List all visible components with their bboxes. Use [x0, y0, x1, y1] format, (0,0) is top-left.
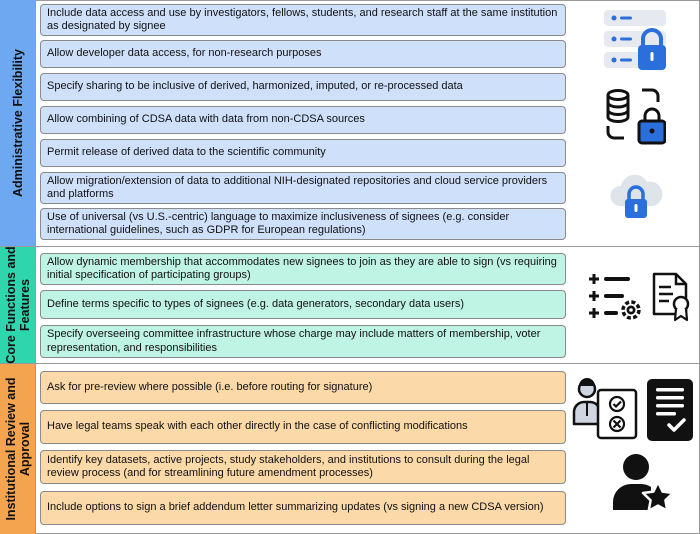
item-box: Allow dynamic membership that accommodates new signees to join as they are able to sign (vs requiring initial specification of participating groups) [40, 253, 566, 285]
item-box: Specify overseeing committee infrastructure whose charge may include matters of membership, voter representation, and responsibilities [40, 325, 566, 358]
item-box: Allow migration/extension of data to additional NIH-designated repositories and cloud service providers and platforms [40, 172, 566, 204]
item-box: Have legal teams speak with each other directly in the case of conflicting modifications [40, 410, 566, 444]
item-box: Ask for pre-review where possible (i.e. before routing for signature) [40, 371, 566, 404]
user-star-icon [612, 452, 676, 514]
section-label: Institutional Review and Approval [3, 377, 32, 521]
item-box: Use of universal (vs U.S.-centric) language to maximize inclusiveness of signees (e.g. consider international guidelines, such as GDPR for European regulations) [40, 208, 566, 240]
item-box: Allow combining of CDSA data with data from non-CDSA sources [40, 106, 566, 134]
section-label: Administrative Flexibility [10, 49, 25, 197]
section-label-bar [0, 247, 36, 363]
section-administrative-flexibility [0, 0, 700, 247]
item-box: Include data access and use by investigators, fellows, students, and research staff at the same institution as designated by signee [40, 4, 566, 36]
section-label-bar [0, 364, 36, 534]
section-core-functions [0, 247, 700, 364]
section-institutional-review [0, 364, 700, 534]
section-label: Core Functions and Features [3, 246, 32, 364]
item-box: Identify key datasets, active projects, study stakeholders, and institutions to consult during the legal review process (and for streamlining future amendment processes) [40, 450, 566, 484]
certificate-document-icon [650, 271, 694, 323]
item-box: Specify sharing to be inclusive of derived, harmonized, imputed, or re-processed data [40, 73, 566, 101]
settings-list-icon [588, 269, 644, 323]
item-box: Include options to sign a brief addendum letter summarizing updates (vs signing a new CDSA version) [40, 491, 566, 525]
item-box: Allow developer data access, for non-research purposes [40, 40, 566, 68]
section-label-bar [0, 0, 36, 246]
database-lock-icon [604, 86, 666, 148]
cloud-lock-icon [606, 170, 666, 222]
approved-document-icon [646, 378, 694, 442]
item-box: Define terms specific to types of signees (e.g. data generators, secondary data users) [40, 290, 566, 319]
reviewer-checklist-icon [572, 376, 640, 442]
item-box: Permit release of derived data to the scientific community [40, 139, 566, 167]
server-lock-icon [600, 6, 672, 78]
